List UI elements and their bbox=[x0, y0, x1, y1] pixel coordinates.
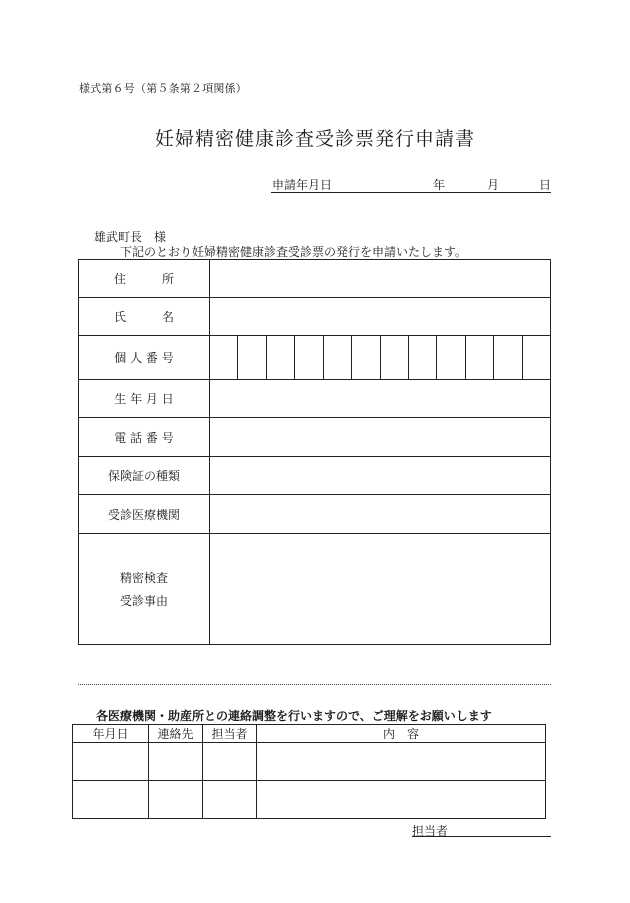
header-staff: 担当者 bbox=[203, 725, 257, 743]
addressee: 雄武町長 様 bbox=[94, 230, 167, 244]
log-contact-cell[interactable] bbox=[149, 743, 203, 781]
form-row-insurance bbox=[79, 457, 551, 495]
medical-institution-label: 受診医療機関 bbox=[79, 495, 210, 534]
intro-text: 下記のとおり妊婦精密健康診査受診票の発行を申請いたします。 bbox=[120, 245, 468, 259]
insurance-type-field[interactable] bbox=[210, 457, 551, 495]
header-contact: 連絡先 bbox=[149, 725, 203, 743]
individual-number-digit-cell[interactable] bbox=[210, 336, 237, 379]
name-label: 氏 名 bbox=[79, 298, 210, 336]
header-date: 年月日 bbox=[73, 725, 149, 743]
log-date-cell[interactable] bbox=[73, 781, 149, 819]
contact-log-header bbox=[73, 725, 546, 743]
individual-number-digit-cell[interactable] bbox=[493, 336, 521, 379]
exam-reason-field[interactable] bbox=[210, 534, 551, 645]
form-row-name bbox=[79, 298, 551, 336]
medical-institution-field[interactable] bbox=[210, 495, 551, 534]
exam-reason-label-line2: 受診事由 bbox=[119, 594, 168, 608]
application-form-table bbox=[78, 259, 551, 645]
phone-label: 電 話 番 号 bbox=[79, 418, 210, 457]
day-label: 日 bbox=[539, 178, 552, 192]
individual-number-digit-cell[interactable] bbox=[237, 336, 265, 379]
address-field[interactable] bbox=[210, 260, 551, 298]
form-row-exam-reason bbox=[79, 534, 551, 645]
contact-log-row bbox=[73, 743, 546, 781]
insurance-type-label: 保険証の種類 bbox=[79, 457, 210, 495]
staff-label: 担当者 bbox=[412, 824, 449, 838]
individual-number-digit-cell[interactable] bbox=[266, 336, 294, 379]
form-row-medical-institution bbox=[79, 495, 551, 534]
document-title: 妊婦精密健康診査受診票発行申請書 bbox=[154, 128, 475, 150]
form-row-birthdate bbox=[79, 380, 551, 418]
log-content-cell[interactable] bbox=[257, 781, 546, 819]
form-row-address bbox=[79, 260, 551, 298]
log-staff-cell[interactable] bbox=[203, 781, 257, 819]
individual-number-label: 個 人 番 号 bbox=[79, 336, 210, 380]
log-staff-cell[interactable] bbox=[203, 743, 257, 781]
individual-number-digit-cell[interactable] bbox=[465, 336, 493, 379]
contact-log-table bbox=[72, 724, 546, 819]
form-row-phone bbox=[79, 418, 551, 457]
individual-number-digit-cell[interactable] bbox=[323, 336, 351, 379]
application-date-line[interactable] bbox=[271, 175, 551, 193]
individual-number-digit-cell[interactable] bbox=[522, 336, 550, 379]
log-contact-cell[interactable] bbox=[149, 781, 203, 819]
individual-number-digit-cell[interactable] bbox=[408, 336, 436, 379]
exam-reason-label-line1: 精密検査 bbox=[119, 571, 168, 585]
form-row-individual-number bbox=[79, 336, 551, 380]
staff-signature-line[interactable] bbox=[412, 822, 551, 837]
individual-number-digit-cell[interactable] bbox=[351, 336, 379, 379]
birthdate-label: 生 年 月 日 bbox=[79, 380, 210, 418]
log-date-cell[interactable] bbox=[73, 743, 149, 781]
exam-reason-label bbox=[79, 534, 210, 645]
log-content-cell[interactable] bbox=[257, 743, 546, 781]
address-label: 住 所 bbox=[79, 260, 210, 298]
contact-log-row bbox=[73, 781, 546, 819]
cut-line bbox=[78, 684, 551, 685]
birthdate-field[interactable] bbox=[210, 380, 551, 418]
individual-number-field[interactable] bbox=[210, 336, 551, 380]
year-label: 年 bbox=[433, 178, 446, 192]
name-field[interactable] bbox=[210, 298, 551, 336]
individual-number-digit-cell[interactable] bbox=[294, 336, 322, 379]
individual-number-digit-cell[interactable] bbox=[380, 336, 408, 379]
header-content: 内 容 bbox=[257, 725, 546, 743]
month-label: 月 bbox=[487, 178, 500, 192]
coordination-notice: 各医療機関・助産所との連絡調整を行いますので、ご理解をお願いします bbox=[96, 709, 492, 723]
individual-number-cells[interactable] bbox=[210, 336, 550, 379]
form-number: 様式第６号（第５条第２項関係） bbox=[79, 82, 247, 95]
application-date-label: 申請年月日 bbox=[272, 178, 333, 192]
individual-number-digit-cell[interactable] bbox=[436, 336, 464, 379]
phone-field[interactable] bbox=[210, 418, 551, 457]
